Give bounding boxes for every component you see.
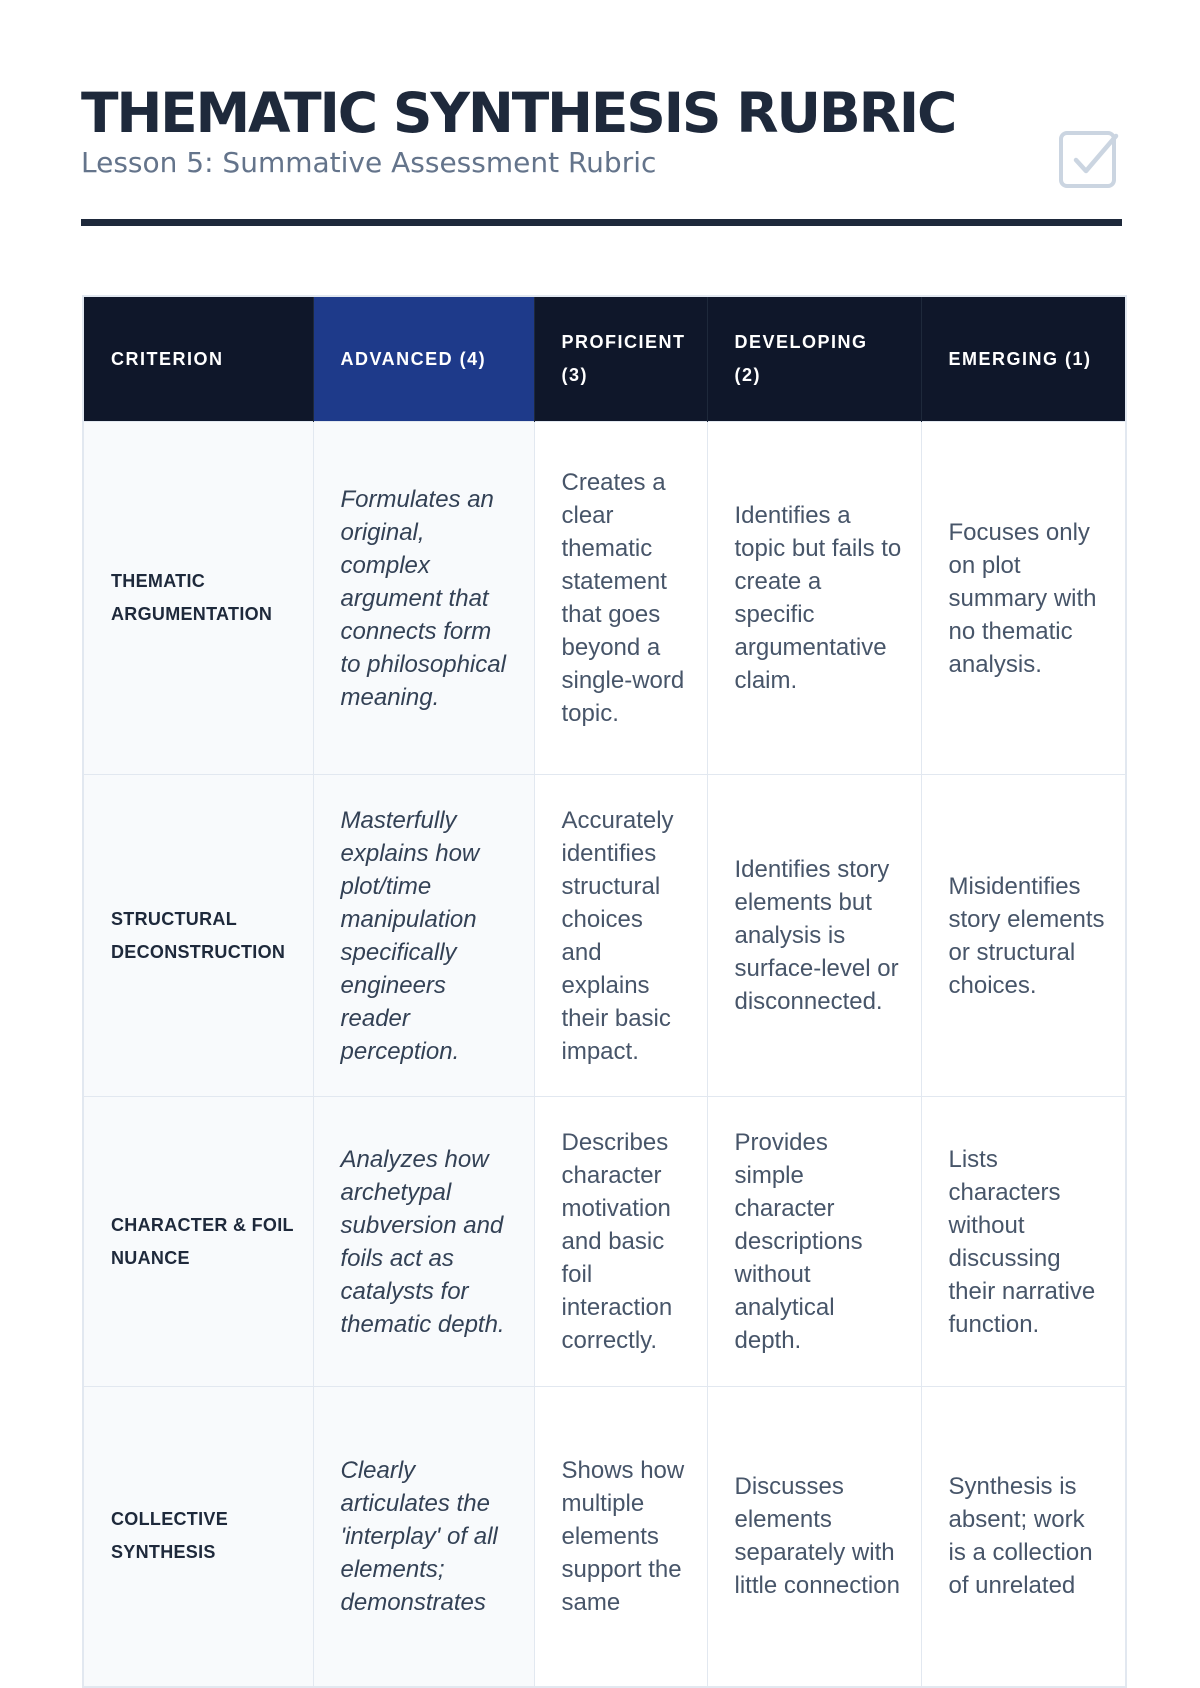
table-row: [83, 1387, 1126, 1687]
criterion-cell: STRUCTURAL DECONSTRUCTION: [83, 775, 313, 1097]
checkbox-check-icon: [1058, 130, 1120, 192]
header-criterion: CRITERION: [83, 296, 313, 422]
header-emerging: EMERGING (1): [921, 296, 1126, 422]
emerging-cell: Lists characters without discussing their narrative function.: [921, 1097, 1126, 1387]
proficient-cell: Accurately identifies structural choices and explains their basic impact.: [534, 775, 707, 1097]
emerging-cell: Misidentifies story elements or structural choices.: [921, 775, 1126, 1097]
header-advanced: ADVANCED (4): [313, 296, 534, 422]
proficient-cell: Describes character motivation and basic foil interaction correctly.: [534, 1097, 707, 1387]
developing-cell: Provides simple character descriptions without analytical depth.: [707, 1097, 921, 1387]
advanced-cell: Analyzes how archetypal subversion and foils act as catalysts for thematic depth.: [313, 1097, 534, 1387]
criterion-cell: CHARACTER & FOIL NUANCE: [83, 1097, 313, 1387]
proficient-cell: Shows how multiple elements support the same: [534, 1387, 707, 1687]
emerging-cell: Synthesis is absent; work is a collection of unrelated: [921, 1387, 1126, 1687]
header-proficient: PROFICIENT (3): [534, 296, 707, 422]
table-row: [83, 422, 1126, 775]
table-row: [83, 1097, 1126, 1387]
developing-cell: Discusses elements separately with little connection: [707, 1387, 921, 1687]
criterion-cell: THEMATIC ARGUMENTATION: [83, 422, 313, 775]
page-subtitle: Lesson 5: Summative Assessment Rubric: [81, 146, 657, 179]
header-divider: [81, 219, 1122, 226]
page-header: [81, 80, 1122, 180]
emerging-cell: Focuses only on plot summary with no thematic analysis.: [921, 422, 1126, 775]
advanced-cell: Masterfully explains how plot/time manipulation specifically engineers reader perception.: [313, 775, 534, 1097]
advanced-cell: Clearly articulates the 'interplay' of all elements; demonstrates: [313, 1387, 534, 1687]
rubric-table: [82, 295, 1127, 1688]
developing-cell: Identifies a topic but fails to create a specific argumentative claim.: [707, 422, 921, 775]
header-developing: DEVELOPING (2): [707, 296, 921, 422]
developing-cell: Identifies story elements but analysis is surface-level or disconnected.: [707, 775, 921, 1097]
table-header-row: [83, 296, 1126, 422]
proficient-cell: Creates a clear thematic statement that goes beyond a single-word topic.: [534, 422, 707, 775]
advanced-cell: Formulates an original, complex argument that connects form to philosophical meaning.: [313, 422, 534, 775]
table-row: [83, 775, 1126, 1097]
page-title: THEMATIC SYNTHESIS RUBRIC: [81, 81, 956, 145]
criterion-cell: COLLECTIVE SYNTHESIS: [83, 1387, 313, 1687]
